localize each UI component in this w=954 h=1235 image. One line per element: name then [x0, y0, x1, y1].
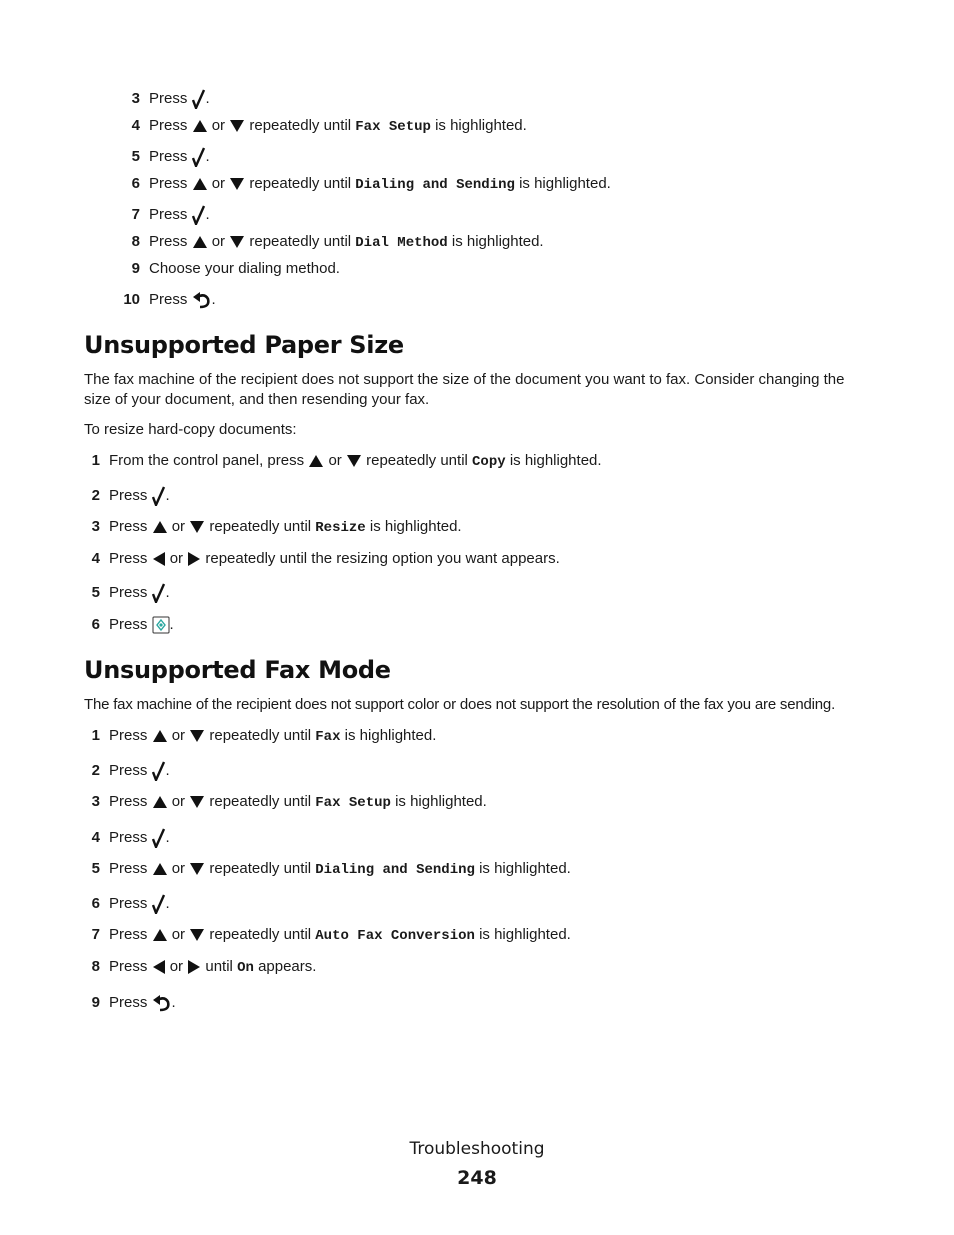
step-text: Press	[109, 616, 148, 633]
section-heading-paper-size: Unsupported Paper Size	[84, 331, 404, 359]
up-arrow-icon	[152, 928, 168, 942]
check-icon	[192, 89, 206, 109]
step-number: 4	[131, 117, 140, 134]
check-icon	[152, 486, 166, 506]
step-text: is highlighted.	[451, 233, 544, 250]
step-text: Press	[149, 175, 188, 192]
step-text: Press	[109, 584, 148, 601]
step-text: is highlighted.	[509, 452, 602, 469]
step-text: repeatedly until	[249, 117, 352, 134]
step-text: is highlighted.	[435, 117, 527, 134]
check-icon	[152, 583, 166, 603]
step-text: or	[211, 117, 226, 134]
step-number: 3	[91, 793, 100, 810]
down-arrow-icon	[189, 928, 205, 942]
footer-section-label: Troubleshooting	[409, 1139, 545, 1159]
up-arrow-icon	[152, 862, 168, 876]
check-icon	[192, 147, 206, 167]
back-icon	[192, 290, 212, 310]
step-text: or	[328, 452, 342, 469]
check-icon	[152, 828, 166, 848]
start-icon	[152, 616, 170, 634]
up-arrow-icon	[152, 729, 168, 743]
step-text: or	[169, 550, 184, 567]
step-text: Press	[109, 762, 148, 779]
step-text: repeatedly until	[209, 860, 312, 877]
down-arrow-icon	[229, 177, 245, 191]
step-text: Press	[149, 206, 188, 223]
up-arrow-icon	[192, 235, 208, 249]
step-text: Press	[109, 518, 148, 535]
step-number: 3	[131, 90, 140, 107]
step-text: is highlighted.	[369, 518, 462, 535]
step-text: repeatedly until	[249, 233, 352, 250]
menu-option-code: Dial Method	[355, 235, 448, 251]
step-text: Press	[149, 90, 188, 107]
step-text: repeatedly until	[249, 175, 352, 192]
step-text: or	[211, 233, 226, 250]
step-text: is highlighted.	[344, 727, 437, 744]
step-number: 5	[131, 148, 140, 165]
step-number: 1	[91, 727, 100, 744]
paper-paragraph-line2: size of your document, and then resending your fax.	[84, 391, 430, 408]
step-text: Press	[109, 895, 148, 912]
left-arrow-icon	[152, 959, 166, 975]
paper-paragraph-line1: The fax machine of the recipient does not support the size of the document you want to fax. Consider changing the	[84, 371, 845, 388]
step-text: is highlighted.	[479, 860, 571, 877]
menu-option-code: Fax Setup	[315, 795, 391, 811]
step-text: or	[169, 958, 184, 975]
step-number: 10	[123, 291, 140, 308]
step-number: 6	[131, 175, 140, 192]
down-arrow-icon	[189, 795, 205, 809]
step-text: Press	[109, 994, 148, 1011]
step-number: 8	[91, 958, 100, 975]
step-text: or	[171, 860, 186, 877]
right-arrow-icon	[187, 959, 201, 975]
down-arrow-icon	[189, 862, 205, 876]
right-arrow-icon	[187, 551, 201, 567]
step-text: is highlighted.	[479, 926, 571, 943]
step-text: or	[171, 518, 186, 535]
step-number: 5	[91, 860, 100, 877]
down-arrow-icon	[229, 235, 245, 249]
down-arrow-icon	[346, 454, 362, 468]
paper-intro: To resize hard-copy documents:	[84, 421, 297, 438]
step-text: repeatedly until	[209, 793, 312, 810]
step-number: 3	[91, 518, 100, 535]
step-text: repeatedly until the resizing option you want appears.	[205, 550, 560, 567]
up-arrow-icon	[152, 520, 168, 534]
step-number: 4	[91, 829, 100, 846]
step-number: 7	[131, 206, 140, 223]
check-icon	[152, 894, 166, 914]
up-arrow-icon	[192, 119, 208, 133]
step-text: Press	[149, 148, 188, 165]
menu-option-code: Copy	[472, 454, 506, 470]
step-text: is highlighted.	[519, 175, 611, 192]
step-text: or	[211, 175, 226, 192]
step-text: appears.	[258, 958, 317, 975]
step-text: repeatedly until	[209, 727, 312, 744]
step-number: 2	[91, 487, 100, 504]
check-icon	[152, 761, 166, 781]
step-text: Press	[109, 550, 148, 567]
section-heading-fax-mode: Unsupported Fax Mode	[84, 656, 391, 684]
down-arrow-icon	[189, 729, 205, 743]
step-number: 7	[91, 926, 100, 943]
step-number: 9	[91, 994, 100, 1011]
step-text: repeatedly until	[209, 926, 312, 943]
step-text: or	[171, 926, 186, 943]
back-icon	[152, 993, 172, 1013]
step-number: 6	[91, 895, 100, 912]
step-text: Press	[109, 487, 148, 504]
up-arrow-icon	[192, 177, 208, 191]
step-text: Press	[109, 958, 148, 975]
page-number: 248	[457, 1167, 497, 1189]
step-number: 4	[91, 550, 100, 567]
step-text: Press	[149, 291, 188, 308]
step-text: is highlighted.	[395, 793, 487, 810]
step-number: 9	[131, 260, 140, 277]
step-text: or	[171, 727, 186, 744]
down-arrow-icon	[229, 119, 245, 133]
up-arrow-icon	[152, 795, 168, 809]
step-number: 1	[91, 452, 100, 469]
menu-option-code: Fax Setup	[355, 119, 431, 135]
up-arrow-icon	[308, 454, 324, 468]
fax-paragraph: The fax machine of the recipient does not support color or does not support the resolution of the fax you are sending.	[84, 696, 836, 713]
menu-option-code: Resize	[315, 520, 366, 536]
step-text: repeatedly until	[366, 452, 468, 469]
step-number: 6	[91, 616, 100, 633]
step-text: Press	[109, 793, 148, 810]
step-text: until	[205, 958, 233, 975]
step-text: Choose your dialing method.	[149, 260, 340, 277]
step-number: 5	[91, 584, 100, 601]
step-text: Press	[149, 117, 188, 134]
menu-option-code: Auto Fax Conversion	[315, 928, 475, 944]
step-text: Press	[149, 233, 188, 250]
step-number: 8	[131, 233, 140, 250]
down-arrow-icon	[189, 520, 205, 534]
step-text: Press	[109, 860, 148, 877]
step-text: Press	[109, 727, 148, 744]
left-arrow-icon	[152, 551, 166, 567]
step-number: 2	[91, 762, 100, 779]
step-text: From the control panel, press	[109, 452, 305, 469]
step-text: Press	[109, 926, 148, 943]
menu-option-code: Dialing and Sending	[315, 862, 475, 878]
check-icon	[192, 205, 206, 225]
menu-option-code: Dialing and Sending	[355, 177, 515, 193]
menu-option-code: On	[237, 960, 254, 976]
menu-option-code: Fax	[315, 729, 341, 745]
step-text: Press	[109, 829, 148, 846]
step-text: or	[171, 793, 186, 810]
step-text: repeatedly until	[209, 518, 312, 535]
